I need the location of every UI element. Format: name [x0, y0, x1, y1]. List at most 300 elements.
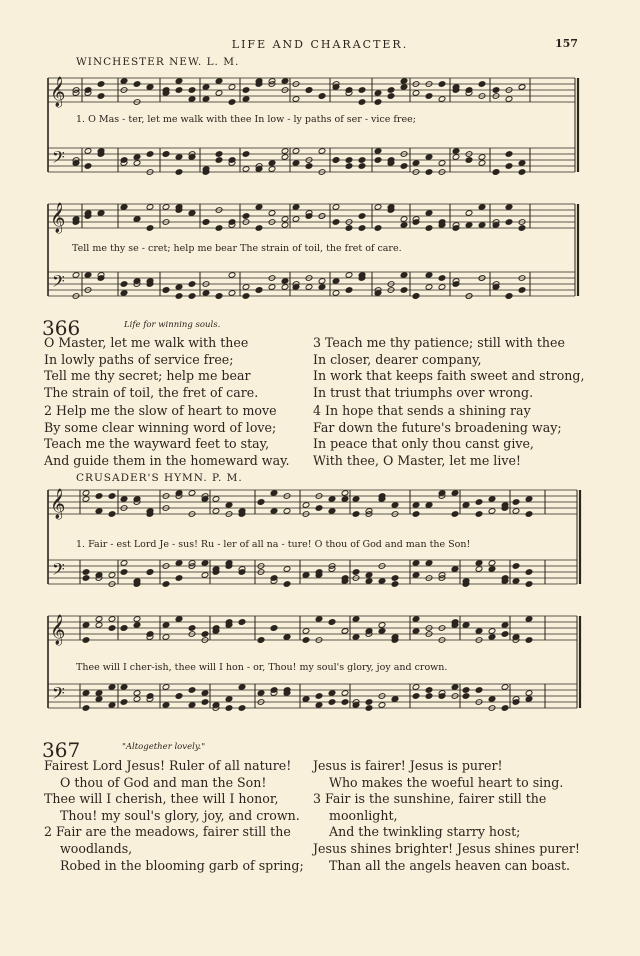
- note-head: [412, 628, 420, 635]
- verse-line: Robed in the blooming garb of spring;: [60, 857, 304, 873]
- note-head: [412, 572, 420, 579]
- note-head: [341, 690, 349, 697]
- verse-line: Thee will I cherish, thee will I honor,: [44, 791, 279, 807]
- note-head: [400, 272, 408, 279]
- page-header: LIFE AND CHARACTER.: [231, 38, 409, 51]
- note-head: [162, 702, 170, 709]
- note-head: [412, 560, 420, 567]
- note-head: [120, 625, 128, 632]
- note-head: [315, 702, 323, 709]
- note-head: [215, 78, 223, 85]
- note-head: [305, 163, 313, 170]
- note-head: [425, 502, 433, 509]
- note-head: [518, 287, 526, 294]
- note-head: [120, 290, 128, 297]
- note-head: [492, 87, 500, 94]
- note-head: [257, 637, 265, 644]
- note-head: [332, 219, 340, 226]
- note-head: [281, 154, 289, 161]
- note-head: [505, 204, 513, 211]
- note-head: [270, 508, 278, 515]
- hymn-number-367: 367: [42, 738, 81, 762]
- note-head: [518, 84, 526, 91]
- note-head: [438, 275, 446, 282]
- hymn-number-366: 366: [42, 316, 81, 340]
- note-head: [238, 619, 246, 626]
- note-head: [212, 496, 220, 503]
- note-head: [358, 225, 366, 232]
- note-head: [120, 281, 128, 288]
- verse-line: Than all the angels heaven can boast.: [329, 857, 571, 873]
- clef-glyph: 𝄢: [52, 147, 65, 171]
- note-head: [212, 508, 220, 515]
- note-head: [315, 693, 323, 700]
- note-head: [268, 284, 276, 291]
- note-head: [391, 502, 399, 509]
- note-head: [352, 511, 360, 518]
- note-head: [518, 225, 526, 232]
- note-head: [438, 81, 446, 88]
- note-head: [302, 628, 310, 635]
- verse-line: 2 Fair are the meadows, fairer still the: [44, 824, 291, 840]
- note-head: [82, 637, 90, 644]
- note-head: [108, 572, 116, 579]
- note-head: [238, 705, 246, 712]
- note-head: [302, 637, 310, 644]
- clef-glyph: 𝄞: [50, 489, 66, 519]
- note-head: [378, 578, 386, 585]
- note-head: [281, 284, 289, 291]
- note-head: [341, 699, 349, 706]
- note-head: [305, 284, 313, 291]
- note-head: [188, 687, 196, 694]
- note-head: [387, 87, 395, 94]
- note-head: [82, 622, 90, 629]
- note-head: [462, 687, 470, 694]
- note-head: [146, 151, 154, 158]
- verse-line: moonlight,: [329, 807, 398, 823]
- note-head: [292, 148, 300, 155]
- verse-line: Fairest Lord Jesus! Ruler of all nature!: [44, 758, 292, 773]
- note-head: [358, 213, 366, 220]
- note-head: [225, 502, 233, 509]
- verse-366-2: [44, 403, 290, 469]
- note-head: [95, 696, 103, 703]
- note-head: [175, 575, 183, 582]
- note-head: [328, 619, 336, 626]
- note-head: [162, 622, 170, 629]
- note-head: [332, 204, 340, 211]
- note-head: [108, 625, 116, 632]
- note-head: [188, 625, 196, 632]
- clef-glyph: 𝄞: [50, 203, 66, 233]
- note-head: [292, 216, 300, 223]
- lyric-line-367-2: Thee will I cher-ish, thee will I hon - or, Thou! my soul's glory, joy and crown.: [76, 662, 448, 673]
- note-head: [255, 287, 263, 294]
- note-head: [400, 216, 408, 223]
- note-head: [215, 293, 223, 300]
- note-head: [345, 272, 353, 279]
- note-head: [492, 169, 500, 176]
- note-head: [462, 502, 470, 509]
- note-head: [412, 693, 420, 700]
- note-head: [438, 96, 446, 103]
- note-head: [242, 166, 250, 173]
- note-head: [133, 690, 141, 697]
- note-head: [242, 151, 250, 158]
- note-head: [518, 169, 526, 176]
- note-head: [95, 690, 103, 697]
- note-head: [505, 163, 513, 170]
- note-head: [84, 272, 92, 279]
- note-head: [281, 222, 289, 229]
- note-head: [97, 210, 105, 217]
- note-head: [358, 87, 366, 94]
- note-head: [475, 566, 483, 573]
- note-head: [225, 705, 233, 712]
- note-head: [238, 684, 246, 691]
- note-head: [242, 293, 250, 300]
- note-head: [228, 272, 236, 279]
- note-head: [215, 90, 223, 97]
- note-head: [345, 163, 353, 170]
- note-head: [175, 169, 183, 176]
- note-head: [202, 219, 210, 226]
- verse-line: Jesus shines brighter! Jesus shines purer!: [313, 840, 580, 856]
- note-head: [188, 293, 196, 300]
- note-head: [283, 634, 291, 641]
- note-head: [257, 690, 265, 697]
- note-head: [400, 287, 408, 294]
- verse-line: In lowly paths of service free;: [44, 351, 234, 367]
- note-head: [215, 157, 223, 164]
- note-head: [133, 696, 141, 703]
- note-head: [341, 490, 349, 497]
- note-head: [82, 690, 90, 697]
- note-head: [478, 222, 486, 229]
- note-head: [478, 81, 486, 88]
- verse-line: And the twinkling starry host;: [329, 824, 521, 840]
- note-head: [328, 496, 336, 503]
- note-head: [512, 499, 520, 506]
- note-head: [328, 508, 336, 515]
- note-head: [488, 496, 496, 503]
- note-head: [358, 157, 366, 164]
- note-head: [133, 216, 141, 223]
- note-head: [242, 213, 250, 220]
- note-head: [374, 90, 382, 97]
- note-head: [488, 696, 496, 703]
- note-head: [478, 204, 486, 211]
- note-head: [525, 690, 533, 697]
- note-head: [475, 628, 483, 635]
- note-head: [452, 154, 460, 161]
- verse-line: Tell me thy secret; help me bear: [44, 368, 251, 384]
- tune-name-366: WINCHESTER NEW. L. M.: [76, 56, 240, 68]
- note-head: [341, 628, 349, 635]
- note-head: [242, 96, 250, 103]
- note-head: [505, 96, 513, 103]
- note-head: [175, 293, 183, 300]
- note-head: [120, 684, 128, 691]
- note-head: [412, 90, 420, 97]
- note-head: [374, 157, 382, 164]
- note-head: [400, 84, 408, 91]
- note-head: [400, 163, 408, 170]
- note-head: [292, 204, 300, 211]
- note-head: [488, 628, 496, 635]
- verse-line: Thou! my soul's glory, joy, and crown.: [60, 807, 300, 823]
- note-head: [188, 702, 196, 709]
- note-head: [452, 148, 460, 155]
- note-head: [201, 631, 209, 638]
- note-head: [345, 225, 353, 232]
- note-head: [505, 151, 513, 158]
- note-head: [82, 569, 90, 576]
- note-head: [345, 287, 353, 294]
- note-head: [255, 204, 263, 211]
- verse-367-col2: [313, 758, 580, 874]
- note-head: [425, 272, 433, 279]
- note-head: [201, 699, 209, 706]
- note-head: [501, 684, 509, 691]
- note-head: [162, 634, 170, 641]
- note-head: [451, 566, 459, 573]
- note-head: [488, 566, 496, 573]
- note-head: [188, 210, 196, 217]
- note-head: [525, 581, 533, 588]
- note-head: [412, 684, 420, 691]
- verse-line: And guide them in the homeward way.: [44, 452, 290, 468]
- note-head: [318, 93, 326, 100]
- note-head: [146, 204, 154, 211]
- note-head: [281, 216, 289, 223]
- note-head: [257, 499, 265, 506]
- note-head: [162, 287, 170, 294]
- note-head: [332, 278, 340, 285]
- note-head: [302, 502, 310, 509]
- note-head: [95, 616, 103, 623]
- note-head: [488, 508, 496, 515]
- note-head: [175, 154, 183, 161]
- note-head: [425, 93, 433, 100]
- note-head: [146, 225, 154, 232]
- note-head: [365, 705, 373, 712]
- note-head: [438, 160, 446, 167]
- note-head: [283, 566, 291, 573]
- verse-line: 4 In hope that sends a shining ray: [313, 403, 531, 418]
- note-head: [268, 166, 276, 173]
- note-head: [525, 511, 533, 518]
- note-head: [365, 699, 373, 706]
- note-head: [281, 148, 289, 155]
- note-head: [268, 210, 276, 217]
- verse-line: Teach me the wayward feet to stay,: [44, 436, 270, 452]
- note-head: [202, 96, 210, 103]
- note-head: [82, 490, 90, 497]
- verse-line: Far down the future's broadening way;: [313, 419, 562, 435]
- note-head: [328, 699, 336, 706]
- note-head: [162, 204, 170, 211]
- hymn-subtitle-366: Life for winning souls.: [124, 320, 221, 330]
- note-head: [374, 148, 382, 155]
- note-head: [292, 160, 300, 167]
- note-head: [425, 687, 433, 694]
- note-head: [412, 511, 420, 518]
- note-head: [475, 511, 483, 518]
- note-head: [425, 154, 433, 161]
- note-head: [512, 563, 520, 570]
- note-head: [120, 496, 128, 503]
- note-head: [120, 569, 128, 576]
- note-head: [175, 693, 183, 700]
- note-head: [318, 148, 326, 155]
- note-head: [501, 705, 509, 712]
- note-head: [525, 569, 533, 576]
- note-head: [268, 160, 276, 167]
- note-head: [215, 225, 223, 232]
- note-head: [108, 702, 116, 709]
- note-head: [505, 219, 513, 226]
- note-head: [108, 616, 116, 623]
- note-head: [475, 687, 483, 694]
- note-head: [201, 560, 209, 567]
- note-head: [332, 290, 340, 297]
- note-head: [378, 622, 386, 629]
- note-head: [358, 163, 366, 170]
- note-head: [341, 496, 349, 503]
- note-head: [525, 496, 533, 503]
- note-head: [146, 84, 154, 91]
- note-head: [95, 493, 103, 500]
- note-head: [391, 696, 399, 703]
- note-head: [228, 84, 236, 91]
- note-head: [120, 204, 128, 211]
- note-head: [162, 684, 170, 691]
- note-head: [108, 511, 116, 518]
- verse-line: In trust that triumphs over wrong.: [313, 384, 534, 400]
- verse-line: Jesus is fairer! Jesus is purer!: [313, 758, 503, 773]
- note-head: [478, 154, 486, 161]
- note-head: [365, 572, 373, 579]
- note-head: [358, 99, 366, 106]
- note-head: [425, 210, 433, 217]
- note-head: [202, 290, 210, 297]
- note-head: [281, 78, 289, 85]
- verse-366-1: [44, 335, 258, 401]
- clef-glyph: 𝄢: [52, 271, 65, 295]
- note-head: [518, 160, 526, 167]
- note-head: [465, 210, 473, 217]
- note-head: [283, 581, 291, 588]
- note-head: [175, 616, 183, 623]
- note-head: [120, 699, 128, 706]
- note-head: [462, 693, 470, 700]
- note-head: [270, 490, 278, 497]
- verse-367-col1: [44, 758, 304, 874]
- note-head: [82, 705, 90, 712]
- verse-line: The strain of toil, the fret of care.: [44, 384, 259, 400]
- note-head: [82, 575, 90, 582]
- verse-line: Who makes the woeful heart to sing.: [329, 774, 564, 790]
- note-head: [425, 284, 433, 291]
- verse-line: 3 Teach me thy patience; still with thee: [313, 335, 565, 350]
- note-head: [255, 225, 263, 232]
- note-head: [438, 284, 446, 291]
- verse-line: In work that keeps faith sweet and strong,: [313, 368, 585, 384]
- note-head: [315, 616, 323, 623]
- note-head: [120, 560, 128, 567]
- note-head: [84, 163, 92, 170]
- note-head: [501, 622, 509, 629]
- verse-366-3: [313, 335, 585, 401]
- note-head: [108, 684, 116, 691]
- note-head: [378, 702, 386, 709]
- note-head: [120, 78, 128, 85]
- note-head: [475, 499, 483, 506]
- note-head: [365, 578, 373, 585]
- note-head: [345, 157, 353, 164]
- note-head: [451, 684, 459, 691]
- note-head: [525, 616, 533, 623]
- note-head: [525, 637, 533, 644]
- page-number: 157: [555, 37, 578, 50]
- note-head: [465, 222, 473, 229]
- note-head: [400, 78, 408, 85]
- note-head: [72, 272, 80, 279]
- note-head: [215, 151, 223, 158]
- lyric-line-366-2: Tell me thy se - cret; help me bear The strain of toil, the fret of care.: [72, 243, 402, 254]
- note-head: [387, 93, 395, 100]
- verse-line: In closer, dearer company,: [313, 351, 482, 367]
- clef-glyph: 𝄞: [50, 77, 66, 107]
- note-head: [283, 508, 291, 515]
- note-head: [95, 622, 103, 629]
- hymn-subtitle-367: "Altogether lovely.": [122, 742, 206, 752]
- verse-line: woodlands,: [60, 840, 133, 856]
- note-head: [270, 625, 278, 632]
- lyric-line-367-1: 1. Fair - est Lord Je - sus! Ru - ler of all na - ture! O thou of God and man the Son!: [76, 539, 471, 550]
- note-head: [374, 204, 382, 211]
- note-head: [525, 696, 533, 703]
- note-head: [202, 84, 210, 91]
- note-head: [133, 81, 141, 88]
- note-head: [108, 493, 116, 500]
- note-head: [328, 690, 336, 697]
- clef-glyph: 𝄢: [52, 683, 65, 707]
- note-head: [412, 502, 420, 509]
- note-head: [82, 496, 90, 503]
- note-head: [95, 508, 103, 515]
- note-head: [425, 225, 433, 232]
- note-head: [228, 290, 236, 297]
- verse-line: 3 Fair is the sunshine, fairer still the: [313, 791, 547, 807]
- note-head: [352, 634, 360, 641]
- note-head: [175, 284, 183, 291]
- note-head: [281, 278, 289, 285]
- note-head: [133, 154, 141, 161]
- clef-glyph: 𝄢: [52, 559, 65, 583]
- verse-line: O Master, let me walk with thee: [44, 335, 249, 350]
- note-head: [425, 560, 433, 567]
- verse-line: With thee, O Master, let me live!: [313, 452, 521, 468]
- note-head: [378, 628, 386, 635]
- note-head: [201, 690, 209, 697]
- clef-glyph: 𝄞: [50, 615, 66, 645]
- note-head: [391, 575, 399, 582]
- note-head: [97, 93, 105, 100]
- note-head: [84, 148, 92, 155]
